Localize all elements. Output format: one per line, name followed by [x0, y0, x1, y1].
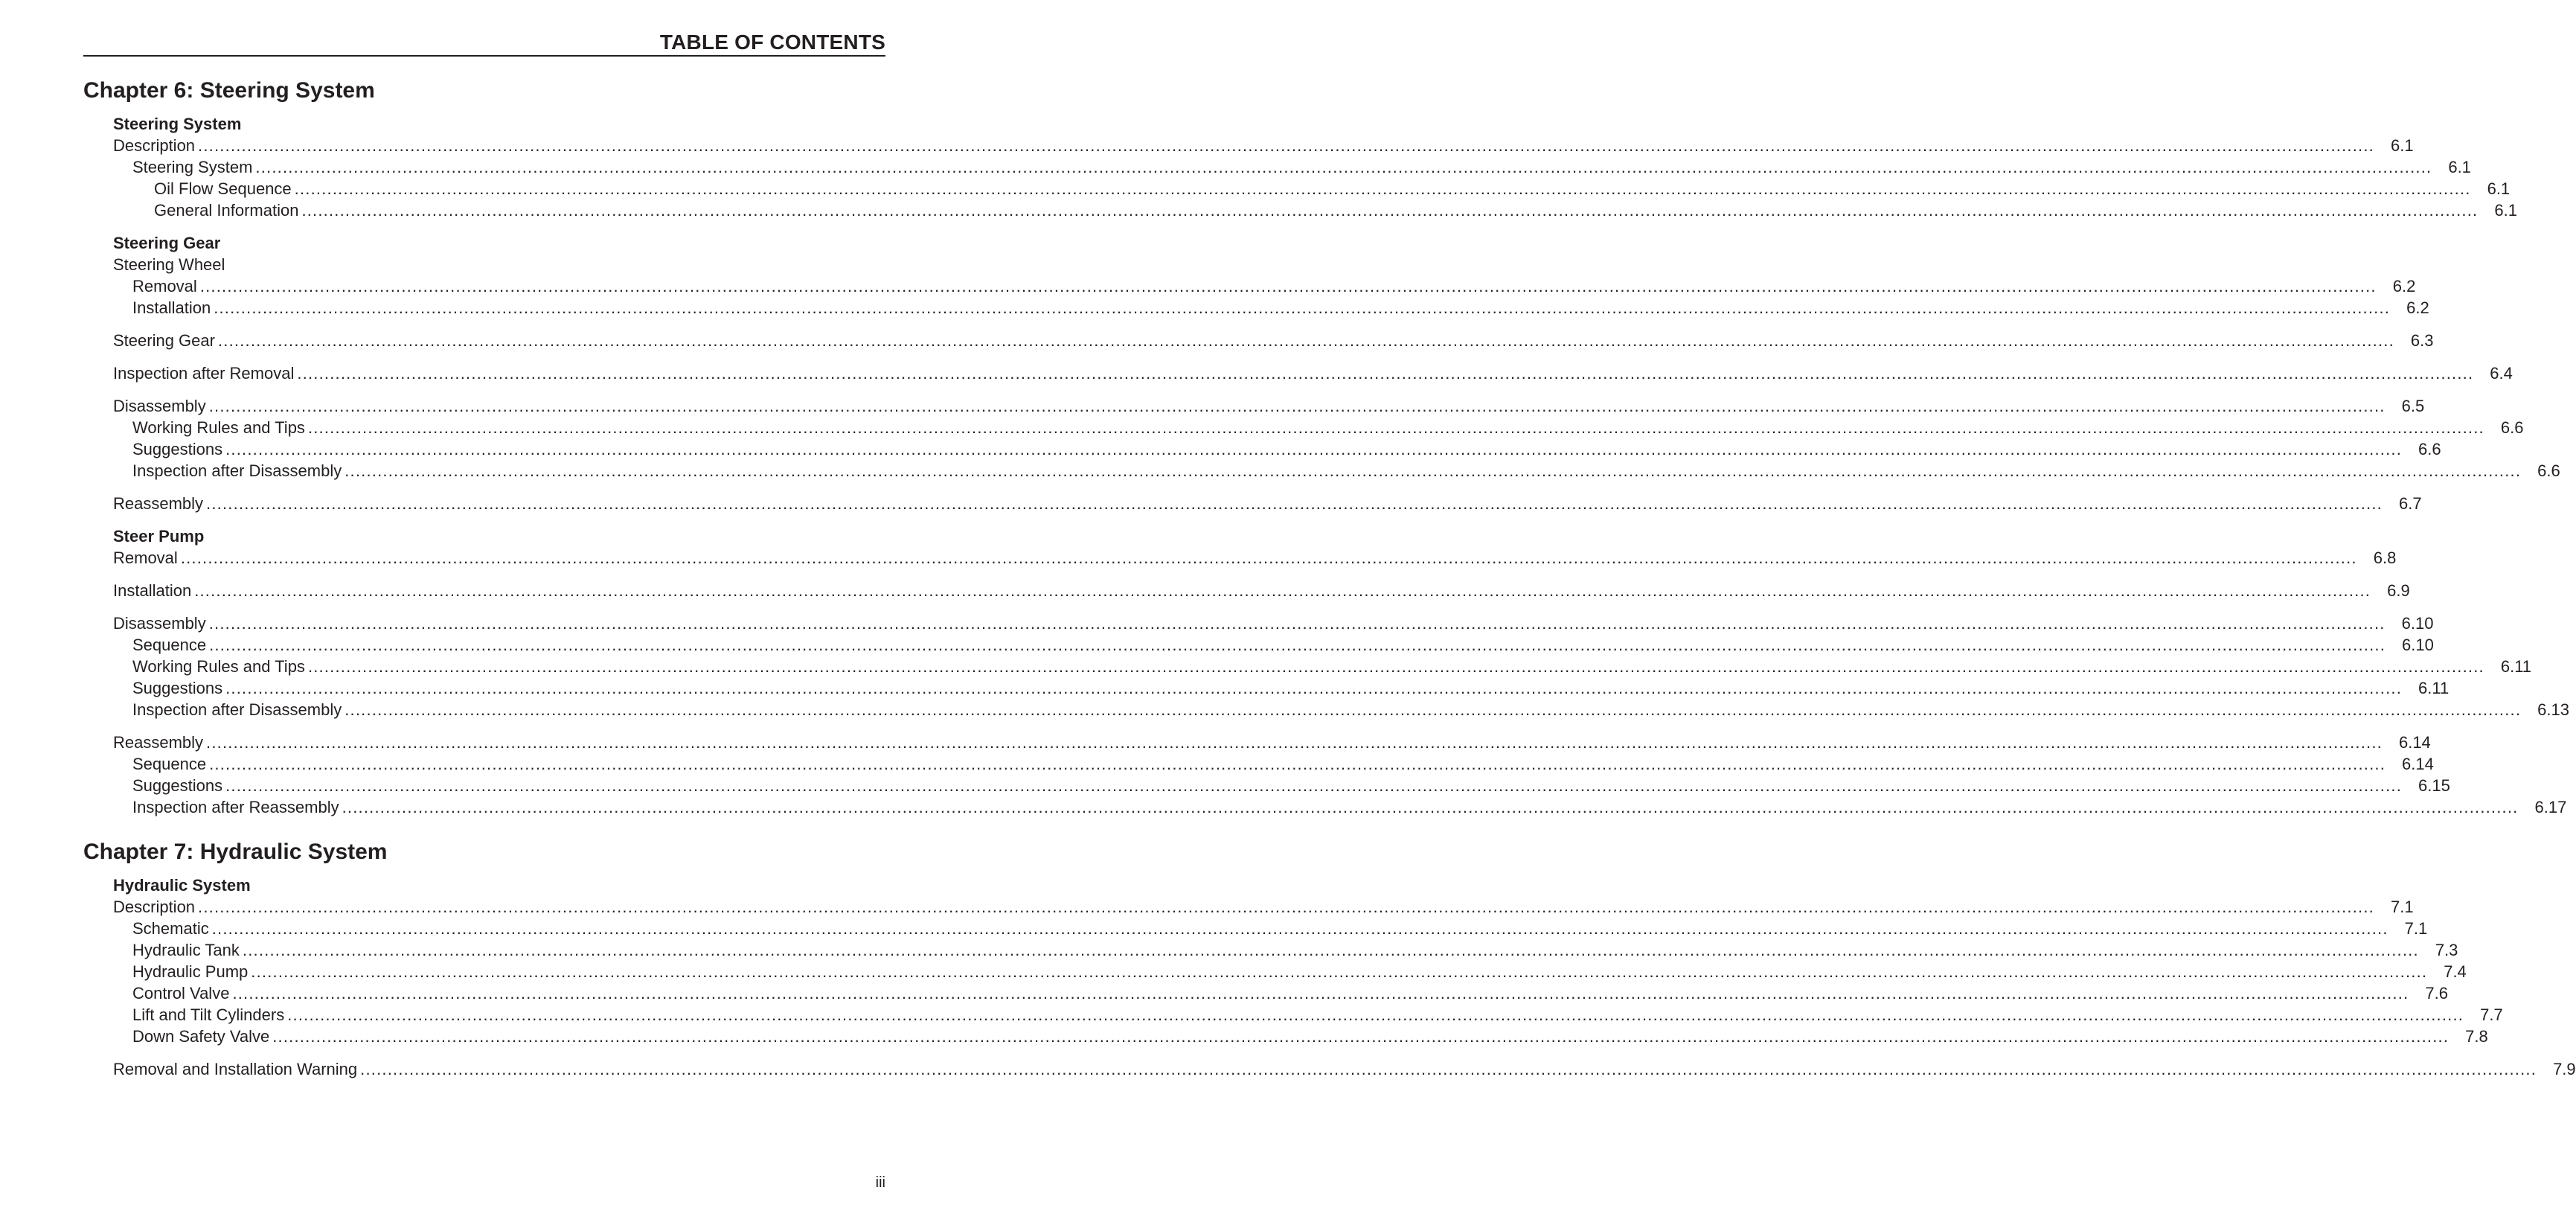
toc-entry[interactable]: [83, 199, 2517, 221]
dot-leader: ................................................................................................................................................................................................................................................................................................................................................................................................................: [208, 397, 2386, 415]
dot-leader: ................................................................................................................................................................................................................................................................................................................................................................................................................: [206, 494, 2383, 513]
toc-entry-page: 6.17: [2534, 798, 2567, 816]
toc-entry[interactable]: [83, 493, 2422, 514]
toc-entry-page: 7.1: [2390, 898, 2414, 916]
toc-entry-label: Inspection after Disassembly: [132, 461, 342, 480]
toc-entry-page: 6.1: [2487, 179, 2511, 198]
dot-leader: ................................................................................................................................................................................................................................................................................................................................................................................................................: [194, 581, 2371, 600]
dot-leader: ................................................................................................................................................................................................................................................................................................................................................................................................................: [214, 298, 2391, 317]
toc-entry-label: Reassembly: [113, 494, 204, 513]
dot-leader: ................................................................................................................................................................................................................................................................................................................................................................................................................: [199, 277, 2377, 295]
toc-entry[interactable]: [83, 156, 2471, 178]
toc-entry-label: Installation: [113, 581, 192, 600]
toc-entry-page: 7.4: [2444, 962, 2467, 981]
dot-leader: ................................................................................................................................................................................................................................................................................................................................................................................................................: [287, 1005, 2464, 1024]
chapter-section: [83, 77, 2569, 818]
toc-entry[interactable]: [83, 918, 2428, 939]
toc-entry-page: 7.7: [2480, 1005, 2503, 1024]
toc-entry-page: 6.7: [2398, 494, 2422, 513]
dot-leader: ................................................................................................................................................................................................................................................................................................................................................................................................................: [345, 700, 2522, 719]
toc-entry-page: 6.6: [2537, 461, 2560, 480]
toc-entry-page: 7.3: [2435, 941, 2458, 959]
toc-entry-label: Inspection after Removal: [113, 364, 295, 383]
toc-entry-page: 6.1: [2390, 136, 2414, 155]
toc-entry-label: Removal: [113, 549, 178, 567]
toc-entry-page: 6.1: [2448, 158, 2471, 176]
dot-leader: ................................................................................................................................................................................................................................................................................................................................................................................................................: [301, 201, 2479, 220]
toc-entry[interactable]: [83, 395, 2425, 417]
toc-entry-label: Steer Pump: [113, 527, 205, 546]
toc-entry[interactable]: [83, 796, 2567, 818]
toc-entry-page: 6.5: [2401, 397, 2425, 415]
toc-entry-page: 6.3: [2410, 331, 2434, 350]
toc-entry-page: 6.8: [2373, 549, 2397, 567]
dot-leader: ................................................................................................................................................................................................................................................................................................................................................................................................................: [198, 898, 2374, 916]
toc-entry-label: Hydraulic Pump: [132, 962, 249, 981]
dot-leader: ................................................................................................................................................................................................................................................................................................................................................................................................................: [307, 418, 2484, 437]
toc-entry[interactable]: [83, 460, 2560, 482]
toc-entry-page: 6.2: [2406, 298, 2429, 317]
dot-leader: ................................................................................................................................................................................................................................................................................................................................................................................................................: [209, 755, 2386, 773]
toc-entry-label: Down Safety Valve: [132, 1027, 270, 1046]
toc-entry-label: Suggestions: [132, 440, 223, 458]
toc-entry-label: Sequence: [132, 755, 207, 773]
chapter-section: [83, 839, 2576, 1080]
dot-leader: ................................................................................................................................................................................................................................................................................................................................................................................................................: [225, 776, 2403, 795]
toc-entry-page: 6.11: [2418, 679, 2450, 697]
toc-entry-page: 6.10: [2401, 614, 2434, 633]
dot-leader: ................................................................................................................................................................................................................................................................................................................................................................................................................: [225, 679, 2403, 697]
toc-entry-page: 6.6: [2500, 418, 2524, 437]
page-header: [83, 28, 885, 57]
toc-entry[interactable]: [83, 438, 2441, 460]
toc-section-heading: [83, 232, 894, 254]
toc-entry-label: Schematic: [132, 919, 209, 938]
toc-entry-page: 6.2: [2392, 277, 2416, 295]
chapter-title: Chapter 6: Steering System: [83, 78, 375, 103]
dot-leader: ................................................................................................................................................................................................................................................................................................................................................................................................................: [225, 440, 2403, 458]
dot-leader: ................................................................................................................................................................................................................................................................................................................................................................................................................: [272, 1027, 2450, 1046]
dot-leader: ................................................................................................................................................................................................................................................................................................................................................................................................................: [345, 461, 2522, 480]
toc-entry-label: Working Rules and Tips: [132, 657, 305, 676]
toc-entry-page: 6.14: [2402, 755, 2434, 773]
toc-entry-page: 6.10: [2402, 636, 2434, 654]
table-of-contents: [83, 77, 2576, 1101]
dot-leader: ................................................................................................................................................................................................................................................................................................................................................................................................................: [251, 962, 2428, 981]
dot-leader: ................................................................................................................................................................................................................................................................................................................................................................................................................: [206, 733, 2383, 752]
toc-entry[interactable]: [83, 699, 2569, 720]
toc-entry-page: 6.14: [2398, 733, 2431, 752]
toc-entry[interactable]: [83, 1058, 2576, 1080]
dot-leader: ................................................................................................................................................................................................................................................................................................................................................................................................................: [342, 798, 2519, 816]
toc-entry[interactable]: [83, 297, 2429, 319]
dot-leader: ................................................................................................................................................................................................................................................................................................................................................................................................................: [211, 919, 2388, 938]
toc-entry-label: Removal: [132, 277, 197, 295]
toc-entry-label: Description: [113, 898, 196, 916]
toc-entry-page: 6.11: [2500, 657, 2532, 676]
dot-leader: ................................................................................................................................................................................................................................................................................................................................................................................................................: [232, 984, 2409, 1002]
toc-entry-label: Control Valve: [132, 984, 230, 1002]
toc-entry-page: 6.6: [2418, 440, 2441, 458]
toc-entry-list: [83, 874, 2576, 1080]
toc-entry-label: Lift and Tilt Cylinders: [132, 1005, 285, 1024]
toc-entry-label: Reassembly: [113, 733, 204, 752]
toc-entry-page: 7.9: [2553, 1060, 2576, 1078]
toc-entry-label: Oil Flow Sequence: [154, 179, 292, 198]
toc-entry[interactable]: [83, 613, 2434, 634]
toc-entry-label: Installation: [132, 298, 211, 317]
toc-entry[interactable]: [83, 275, 2416, 297]
dot-leader: ................................................................................................................................................................................................................................................................................................................................................................................................................: [208, 614, 2386, 633]
toc-entry-label: Steering System: [113, 115, 242, 133]
toc-entry[interactable]: [83, 775, 2450, 796]
toc-entry[interactable]: [83, 362, 2513, 384]
dot-leader: ................................................................................................................................................................................................................................................................................................................................................................................................................: [255, 158, 2432, 176]
toc-section-heading: [83, 113, 894, 135]
toc-entry[interactable]: [83, 939, 2458, 961]
toc-entry: [83, 254, 894, 275]
dot-leader: ................................................................................................................................................................................................................................................................................................................................................................................................................: [242, 941, 2419, 959]
dot-leader: ................................................................................................................................................................................................................................................................................................................................................................................................................: [180, 549, 2357, 567]
toc-entry[interactable]: [83, 417, 2524, 438]
toc-entry[interactable]: [83, 547, 2397, 569]
toc-entry-label: Removal and Installation Warning: [113, 1060, 358, 1078]
toc-entry-label: Steering System: [132, 158, 253, 176]
toc-entry-page: 6.13: [2537, 700, 2569, 719]
toc-entry[interactable]: [83, 1026, 2488, 1047]
dot-leader: ................................................................................................................................................................................................................................................................................................................................................................................................................: [209, 636, 2386, 654]
dot-leader: ................................................................................................................................................................................................................................................................................................................................................................................................................: [297, 364, 2474, 383]
toc-entry-label: Suggestions: [132, 776, 223, 795]
page-number: iii: [875, 1174, 885, 1191]
dot-leader: ................................................................................................................................................................................................................................................................................................................................................................................................................: [217, 331, 2394, 350]
toc-section-heading: [83, 525, 894, 547]
toc-entry-label: Suggestions: [132, 679, 223, 697]
toc-entry-list: [83, 113, 2569, 818]
toc-entry[interactable]: [83, 961, 2467, 982]
toc-entry-page: 7.1: [2404, 919, 2428, 938]
toc-entry-page: 6.15: [2418, 776, 2450, 795]
toc-entry[interactable]: [83, 580, 2410, 601]
toc-entry-label: Steering Gear: [113, 331, 215, 350]
toc-section-heading: [83, 874, 894, 896]
toc-entry[interactable]: [83, 677, 2450, 699]
dot-leader: ................................................................................................................................................................................................................................................................................................................................................................................................................: [307, 657, 2484, 676]
toc-entry[interactable]: [83, 896, 2414, 918]
toc-entry-label: Description: [113, 136, 196, 155]
chapter-title: Chapter 7: Hydraulic System: [83, 840, 388, 864]
toc-entry-label: Working Rules and Tips: [132, 418, 305, 437]
toc-entry-page: 7.6: [2425, 984, 2448, 1002]
toc-entry[interactable]: [83, 753, 2434, 775]
dot-leader: ................................................................................................................................................................................................................................................................................................................................................................................................................: [360, 1060, 2537, 1078]
dot-leader: ................................................................................................................................................................................................................................................................................................................................................................................................................: [294, 179, 2471, 198]
toc-entry[interactable]: [83, 1004, 2503, 1026]
toc-entry-label: Steering Gear: [113, 234, 221, 252]
toc-entry-label: Disassembly: [113, 614, 206, 633]
toc-entry[interactable]: [83, 178, 2511, 199]
toc-entry[interactable]: [83, 732, 2431, 753]
toc-entry[interactable]: [83, 982, 2448, 1004]
toc-entry-label: General Information: [154, 201, 299, 220]
toc-entry[interactable]: [83, 330, 2434, 351]
toc-entry-label: Inspection after Disassembly: [132, 700, 342, 719]
page-title: TABLE OF CONTENTS: [659, 31, 885, 54]
toc-entry-label: Steering Wheel: [113, 255, 225, 274]
toc-entry-label: Sequence: [132, 636, 207, 654]
toc-entry-label: Hydraulic System: [113, 876, 251, 895]
toc-entry-page: 6.4: [2490, 364, 2513, 383]
toc-entry[interactable]: [83, 656, 2532, 677]
toc-entry-page: 7.8: [2465, 1027, 2488, 1046]
toc-entry[interactable]: [83, 135, 2414, 156]
toc-entry-label: Inspection after Reassembly: [132, 798, 339, 816]
toc-entry-label: Hydraulic Tank: [132, 941, 240, 959]
toc-entry-label: Disassembly: [113, 397, 206, 415]
toc-entry-page: 6.1: [2494, 201, 2517, 220]
toc-entry-page: 6.9: [2387, 581, 2410, 600]
toc-entry[interactable]: [83, 634, 2434, 656]
dot-leader: ................................................................................................................................................................................................................................................................................................................................................................................................................: [198, 136, 2374, 155]
